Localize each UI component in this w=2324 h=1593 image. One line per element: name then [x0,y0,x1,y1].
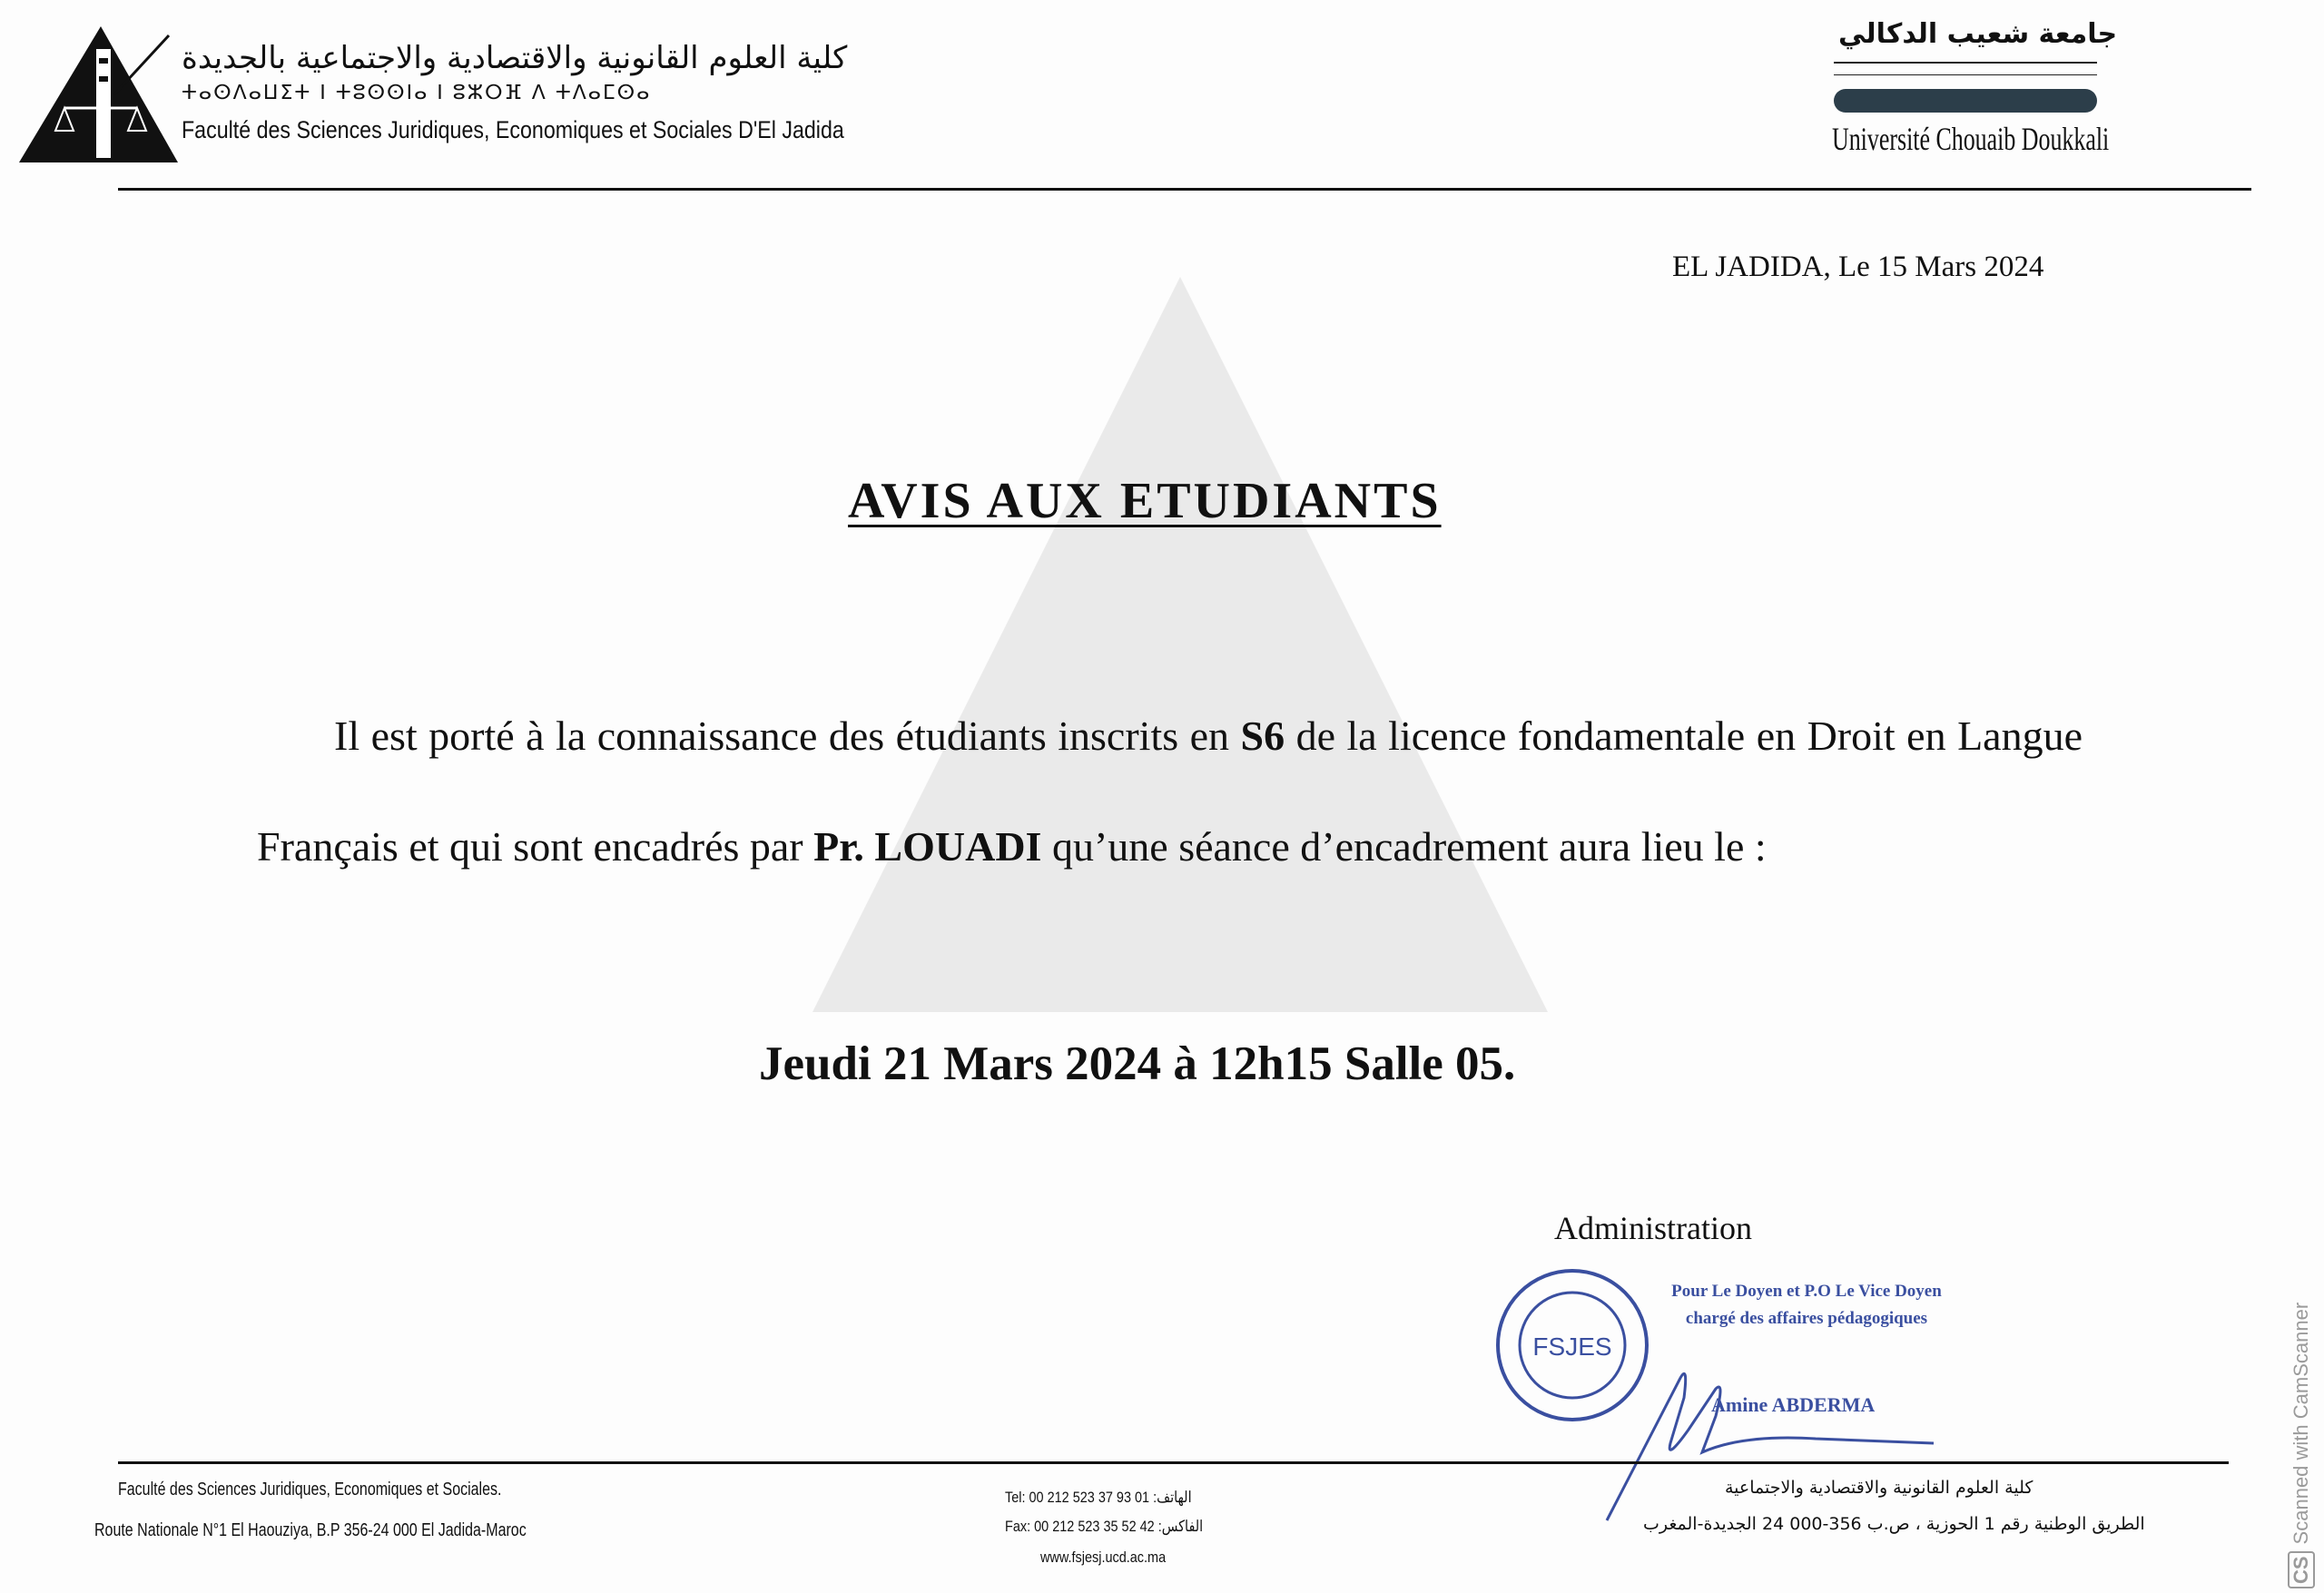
faculty-name-tifinagh: ⵜⴰⵙⴷⴰⵡⵉⵜ ⵏ ⵜⵓⵙⵙⵏⴰ ⵏ ⵓⵣⵔⴼ ⴷ ⵜⴷⴰⵎⵙⴰ [182,82,652,104]
body-text: Il est porté à la connaissance des étudiants inscrits en [334,713,1241,759]
footer-address: Route Nationale N°1 El Haouziya, B.P 356-24 000 El Jadida-Maroc [94,1520,527,1540]
meeting-details: Jeudi 21 Mars 2024 à 12h15 Salle 05. [759,1037,1516,1090]
signatory-name: Amine ABDERMA [1711,1393,1876,1416]
university-logo-bar [1834,89,2097,113]
header-divider [118,188,2251,191]
scanner-watermark [2288,1303,2315,1588]
date-line: EL JADIDA, Le 15 Mars 2024 [1672,251,2044,283]
scanner-text: Scanned with CamScanner [2290,1302,2312,1545]
university-name-french: Université Chouaib Doukkali [1832,121,2110,157]
notice-title: AVIS AUX ETUDIANTS [848,473,1442,529]
footer-faculty-name: Faculté des Sciences Juridiques, Economiques et Sociales. [118,1480,502,1500]
footer-phone: Tel: 00 212 523 37 93 01 :الهاتف [1005,1489,1192,1506]
footer-website: www.fsjesj.ucd.ac.ma [1040,1549,1167,1566]
watermark-logo [772,236,1589,1053]
camscanner-icon: CS [2288,1551,2315,1588]
footer-divider [118,1461,2229,1464]
signature-authority-note: Pour Le Doyen et P.O Le Vice Doyen chargé des affaires pédagogiques [1671,1282,1942,1328]
body-text: qu’une séance d’encadrement aura lieu le : [1041,823,1767,870]
faculty-logo [15,22,182,167]
university-logo-rule [1834,62,2097,64]
professor-name: Pr. LOUADI [813,823,1042,870]
university-logo-rule [1834,74,2097,75]
handwritten-signature [1580,1343,1943,1525]
footer-fax: Fax: 00 212 523 35 52 42 :الفاكس [1005,1518,1204,1535]
body-text: de la licence fondamentale en Droit en Langue Français et qui sont encadrés par [257,713,2083,870]
university-name-arabic: جامعة شعيب الدكالي [1838,18,2118,50]
stamp-center-text: FSJES [1532,1332,1612,1361]
semester-label: S6 [1240,713,1285,759]
faculty-name-french: Faculté des Sciences Juridiques, Economiques et Sociales D'El Jadida [182,116,844,143]
faculty-name-arabic: كلية العلوم القانونية والاقتصادية والاجتماعية بالجديدة [182,40,848,76]
footer-faculty-name-arabic: كلية العلوم القانونية والاقتصادية والاجتماعية [1725,1478,2034,1498]
notice-body [257,681,2083,902]
administration-label: Administration [1554,1210,1752,1246]
footer-address-arabic: الطريق الوطنية رقم 1 الحوزية ، ص.ب 356-000 24 الجديدة-المغرب [1643,1514,2145,1534]
